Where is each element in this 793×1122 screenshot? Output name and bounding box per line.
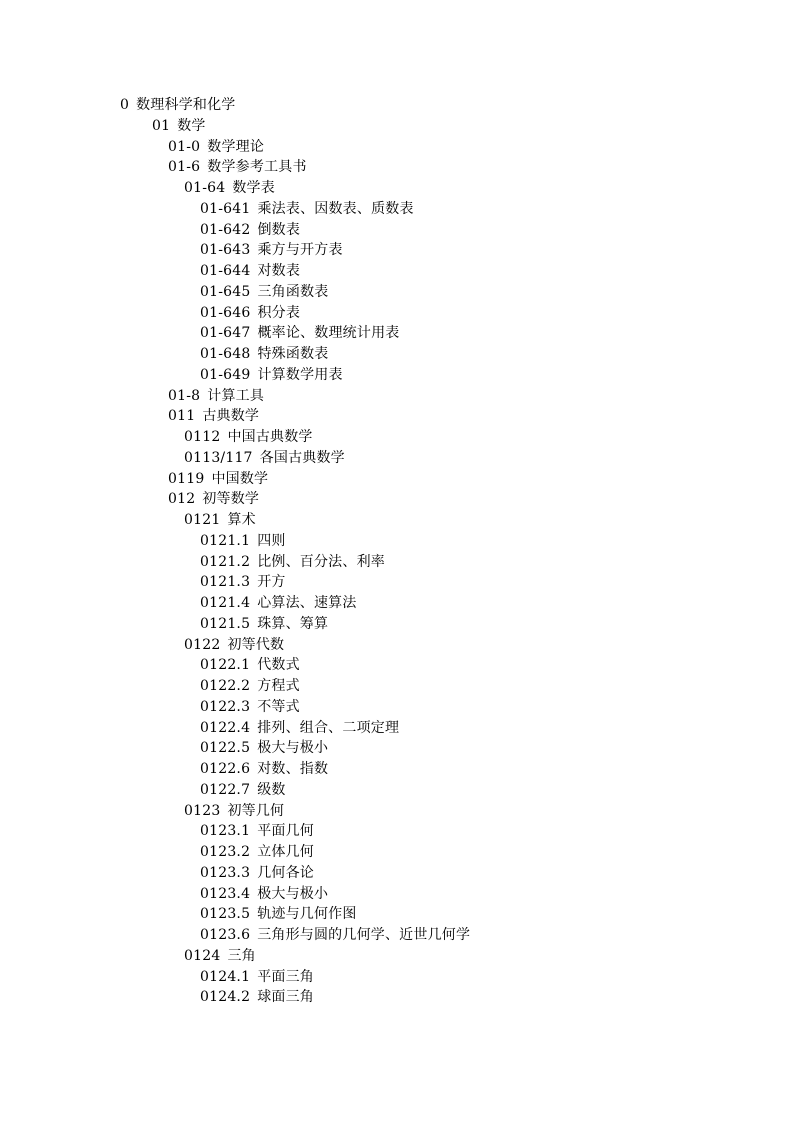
entry-code: 0113/117 xyxy=(184,449,253,466)
entry-code: 0122 xyxy=(184,636,221,653)
entry-title: 三角函数表 xyxy=(257,283,329,300)
entry-title: 级数 xyxy=(257,781,286,798)
outline-entry xyxy=(0,323,793,344)
outline-entry xyxy=(0,406,793,427)
entry-code: 01-647 xyxy=(200,325,251,342)
entry-code: 0123 xyxy=(184,802,221,819)
outline-entry xyxy=(0,593,793,614)
outline-entry xyxy=(0,137,793,158)
entry-title: 对数、指数 xyxy=(257,761,329,777)
entry-title: 代数式 xyxy=(257,657,300,674)
entry-title: 平面三角 xyxy=(257,968,314,985)
entry-title: 开方 xyxy=(257,574,286,591)
outline-entry xyxy=(0,178,793,199)
entry-code: 0 xyxy=(120,97,130,113)
entry-code: 0121.5 xyxy=(200,615,251,632)
entry-code: 01-644 xyxy=(200,263,251,279)
entry-code: 01-0 xyxy=(168,138,201,155)
entry-title: 计算工具 xyxy=(207,387,265,404)
entry-title: 乘法表、因数表、质数表 xyxy=(257,200,414,217)
outline-entry xyxy=(0,95,793,116)
entry-code: 0123.4 xyxy=(200,885,251,902)
outline-entry xyxy=(0,510,793,531)
entry-code: 0123.1 xyxy=(200,823,251,840)
outline-entry xyxy=(0,697,793,718)
outline-entry xyxy=(0,821,793,842)
entry-title: 对数表 xyxy=(257,263,301,279)
entry-title: 数学表 xyxy=(232,180,275,196)
entry-title: 几何各论 xyxy=(257,864,314,881)
entry-title: 轨迹与几何作图 xyxy=(257,906,357,923)
entry-code: 0123.2 xyxy=(200,844,251,860)
outline-entry xyxy=(0,199,793,220)
entry-code: 01-641 xyxy=(200,200,251,217)
entry-title: 数学理论 xyxy=(207,138,265,155)
entry-code: 01-64 xyxy=(184,180,226,196)
outline-entry xyxy=(0,365,793,386)
entry-title: 球面三角 xyxy=(257,989,314,1006)
outline-entry xyxy=(0,489,793,510)
entry-code: 0112 xyxy=(184,429,221,445)
outline-entry xyxy=(0,925,793,946)
outline-entry xyxy=(0,386,793,407)
entry-title: 中国古典数学 xyxy=(227,429,313,445)
entry-code: 01-8 xyxy=(168,387,201,404)
entry-code: 0122.2 xyxy=(200,678,251,694)
entry-code: 01-645 xyxy=(200,283,251,300)
outline-entry xyxy=(0,448,793,469)
outline-entry xyxy=(0,469,793,490)
entry-code: 01-646 xyxy=(200,304,251,321)
entry-code: 0124.1 xyxy=(200,968,251,985)
entry-title: 不等式 xyxy=(257,698,300,715)
outline-entry xyxy=(0,967,793,988)
entry-title: 心算法、速算法 xyxy=(257,595,357,611)
entry-code: 0121.3 xyxy=(200,574,251,591)
outline-entry xyxy=(0,572,793,593)
entry-title: 三角形与圆的几何学、近世几何学 xyxy=(257,927,471,943)
outline-entry xyxy=(0,884,793,905)
entry-code: 0124.2 xyxy=(200,989,251,1006)
entry-code: 012 xyxy=(168,491,196,508)
entry-title: 古典数学 xyxy=(202,408,260,425)
entry-code: 0122.3 xyxy=(200,698,251,715)
entry-title: 珠算、筹算 xyxy=(257,615,329,632)
entry-title: 排列、组合、二项定理 xyxy=(257,719,400,736)
entry-code: 0122.6 xyxy=(200,761,251,777)
entry-code: 0119 xyxy=(168,470,205,487)
entry-code: 0122.1 xyxy=(200,657,251,674)
entry-title: 特殊函数表 xyxy=(257,346,329,362)
entry-code: 01-642 xyxy=(200,221,251,238)
entry-code: 0123.6 xyxy=(200,927,251,943)
outline-entry xyxy=(0,676,793,697)
entry-title: 积分表 xyxy=(257,304,301,321)
entry-code: 0121.2 xyxy=(200,553,251,570)
entry-code: 0122.7 xyxy=(200,781,251,798)
entry-title: 计算数学用表 xyxy=(257,366,343,383)
entry-title: 比例、百分法、利率 xyxy=(257,553,385,570)
outline-entry xyxy=(0,635,793,656)
outline-entry xyxy=(0,344,793,365)
entry-code: 0122.5 xyxy=(200,740,251,757)
entry-code: 01-648 xyxy=(200,346,251,362)
outline-entry xyxy=(0,157,793,178)
outline-entry xyxy=(0,303,793,324)
entry-title: 倒数表 xyxy=(257,221,301,238)
outline-entry xyxy=(0,780,793,801)
outline-entry xyxy=(0,738,793,759)
outline-entry xyxy=(0,614,793,635)
entry-code: 01 xyxy=(152,117,171,134)
outline-entry xyxy=(0,427,793,448)
classification-outline xyxy=(0,95,793,1008)
outline-entry xyxy=(0,842,793,863)
outline-entry xyxy=(0,552,793,573)
entry-code: 0121.4 xyxy=(200,595,251,611)
entry-code: 01-6 xyxy=(168,159,201,176)
entry-title: 数理科学和化学 xyxy=(136,97,236,113)
entry-title: 概率论、数理统计用表 xyxy=(257,325,400,342)
outline-entry xyxy=(0,863,793,884)
entry-code: 0124 xyxy=(184,947,221,964)
entry-title: 初等代数 xyxy=(227,636,285,653)
entry-code: 0123.3 xyxy=(200,864,251,881)
entry-title: 中国数学 xyxy=(211,470,269,487)
entry-title: 四则 xyxy=(257,532,286,549)
outline-entry xyxy=(0,718,793,739)
entry-code: 0121.1 xyxy=(200,532,251,549)
outline-entry xyxy=(0,220,793,241)
outline-entry xyxy=(0,946,793,967)
entry-code: 01-649 xyxy=(200,366,251,383)
outline-entry xyxy=(0,282,793,303)
entry-code: 0123.5 xyxy=(200,906,251,923)
outline-entry xyxy=(0,261,793,282)
entry-code: 01-643 xyxy=(200,242,251,259)
entry-code: 0121 xyxy=(184,512,221,528)
entry-title: 方程式 xyxy=(257,678,300,694)
entry-title: 乘方与开方表 xyxy=(257,242,343,259)
outline-entry xyxy=(0,759,793,780)
outline-entry xyxy=(0,116,793,137)
entry-title: 平面几何 xyxy=(257,823,314,840)
outline-entry xyxy=(0,240,793,261)
entry-code: 0122.4 xyxy=(200,719,251,736)
entry-title: 初等数学 xyxy=(202,491,260,508)
entry-title: 三角 xyxy=(227,947,256,964)
entry-title: 极大与极小 xyxy=(257,740,329,757)
outline-entry xyxy=(0,655,793,676)
outline-entry xyxy=(0,904,793,925)
outline-entry xyxy=(0,531,793,552)
entry-title: 算术 xyxy=(227,512,256,528)
entry-title: 数学 xyxy=(177,117,206,134)
outline-entry xyxy=(0,801,793,822)
entry-title: 极大与极小 xyxy=(257,885,329,902)
entry-title: 数学参考工具书 xyxy=(207,159,307,176)
entry-title: 初等几何 xyxy=(227,802,285,819)
entry-title: 立体几何 xyxy=(257,844,314,860)
entry-title: 各国古典数学 xyxy=(259,449,345,466)
outline-entry xyxy=(0,987,793,1008)
entry-code: 011 xyxy=(168,408,196,425)
